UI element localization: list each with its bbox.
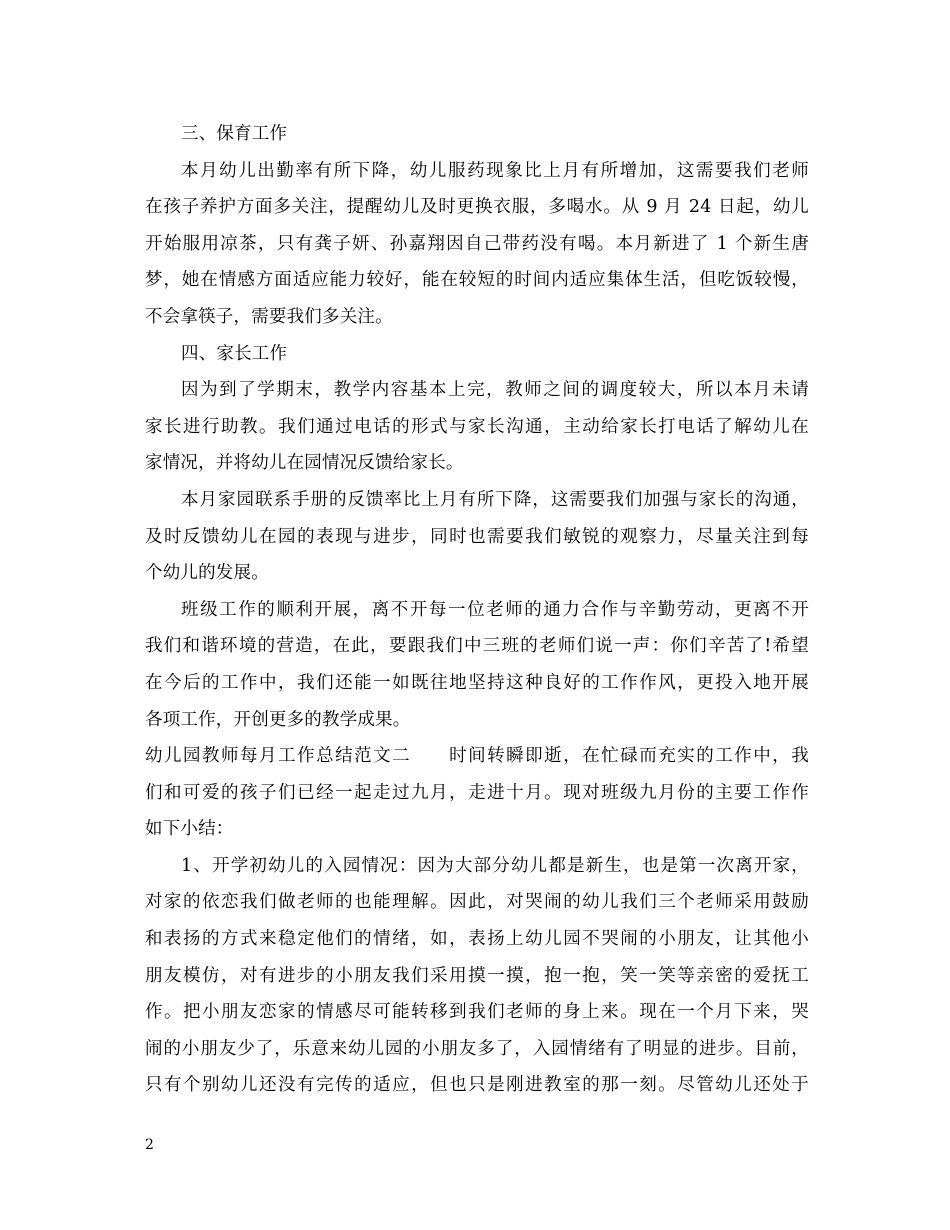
text-line: 各项工作，开创更多的教学成果。 — [145, 709, 411, 730]
text-line: 幼儿园教师每月工作总结范文二 时间转瞬即逝，在忙碌而充实的工作中，我 — [145, 746, 809, 767]
document-body — [145, 116, 809, 1104]
text-line: 四、家长工作 — [181, 343, 288, 364]
text-line: 我们和谐环境的营造，在此，要跟我们中三班的老师们说一声：你们辛苦了!希望 — [145, 636, 809, 657]
text-line: 们和可爱的孩子们已经一起走过九月，走进十月。现对班级九月份的主要工作作 — [145, 782, 809, 803]
text-line: 家情况，并将幼儿在园情况反馈给家长。 — [145, 453, 464, 474]
text-line: 开始服用凉茶，只有龚子妍、孙嘉翔因自己带药没有喝。本月新进了 1 个新生唐 — [145, 233, 809, 254]
text-line: 对家的依恋我们做老师的也能理解。因此，对哭闹的幼儿我们三个老师采用鼓励 — [145, 892, 809, 913]
text-line: 个幼儿的发展。 — [145, 563, 269, 584]
text-line: 本月幼儿出勤率有所下降，幼儿服药现象比上月有所增加，这需要我们老师 — [181, 160, 809, 181]
text-line: 作。把小朋友恋家的情感尽可能转移到我们老师的身上来。现在一个月下来，哭 — [145, 1002, 809, 1023]
page-number: 2 — [145, 1137, 154, 1153]
text-line: 本月家园联系手册的反馈率比上月有所下降，这需要我们加强与家长的沟通， — [181, 489, 809, 510]
text-line: 在今后的工作中，我们还能一如既往地坚持这种良好的工作作风，更投入地开展 — [145, 672, 809, 693]
text-line: 只有个别幼儿还没有完传的适应，但也只是刚进教室的那一刻。尽管幼儿还处于 — [145, 1075, 809, 1096]
text-line: 和表扬的方式来稳定他们的情绪，如，表扬上幼儿园不哭闹的小朋友，让其他小 — [145, 929, 809, 950]
text-line: 三、保育工作 — [181, 124, 288, 144]
text-line: 如下小结： — [145, 819, 234, 840]
text-line: 梦，她在情感方面适应能力较好，能在较短的时间内适应集体生活，但吃饭较慢， — [145, 270, 809, 291]
text-line: 不会拿筷子，需要我们多关注。 — [145, 306, 393, 327]
text-line: 班级工作的顺利开展，离不开每一位老师的通力合作与辛勤劳动，更离不开 — [181, 599, 809, 620]
text-line: 因为到了学期末，教学内容基本上完，教师之间的调度较大，所以本月未请 — [181, 380, 809, 401]
text-line: 闹的小朋友少了，乐意来幼儿园的小朋友多了，入园情绪有了明显的进步。目前， — [145, 1038, 809, 1059]
text-line: 及时反馈幼儿在园的表现与进步，同时也需要我们敏锐的观察力，尽量关注到每 — [145, 526, 809, 547]
text-line: 朋友模仿，对有进步的小朋友我们采用摸一摸，抱一抱，笑一笑等亲密的爱抚工 — [145, 965, 809, 986]
text-line: 家长进行助教。我们通过电话的形式与家长沟通，主动给家长打电话了解幼儿在 — [145, 416, 809, 437]
text-line: 在孩子养护方面多关注，提醒幼儿及时更换衣服，多喝水。从 9 月 24 日起，幼儿 — [145, 197, 809, 218]
text-line: 1、开学初幼儿的入园情况：因为大部分幼儿都是新生，也是第一次离开家， — [181, 855, 809, 876]
